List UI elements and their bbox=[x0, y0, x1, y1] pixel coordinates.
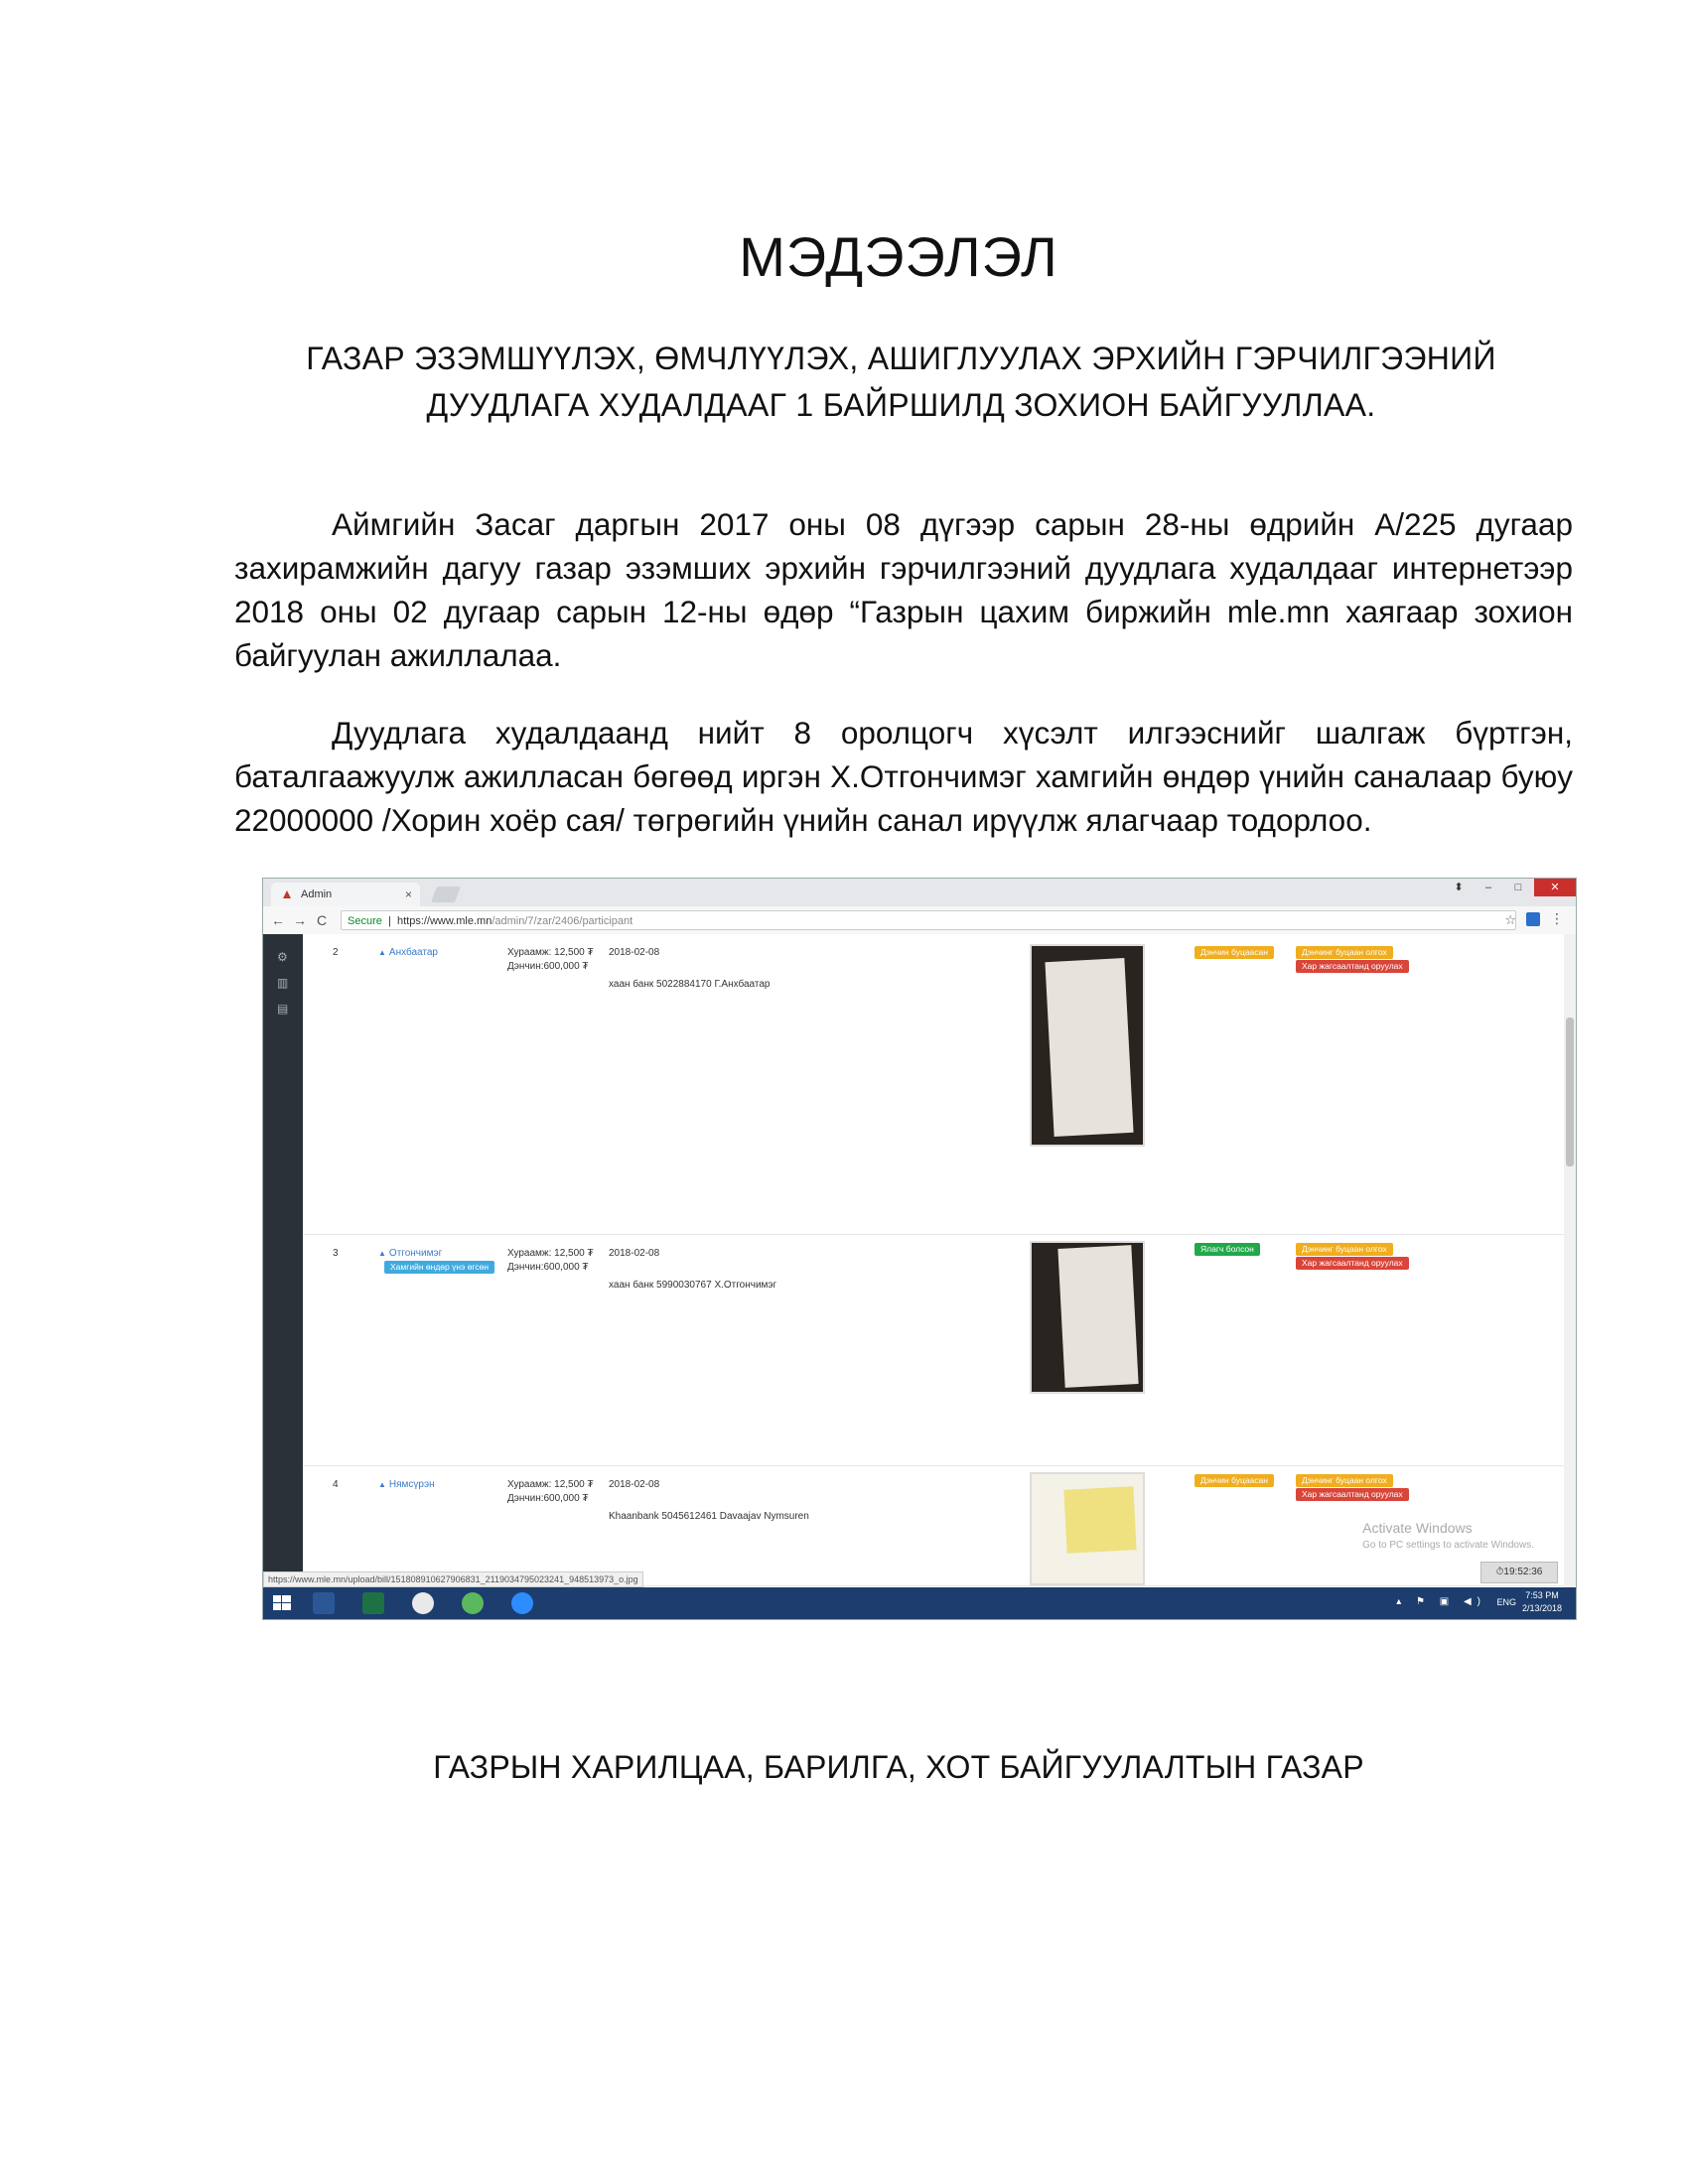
paragraph-1: Аймгийн Засаг даргын 2017 оны 08 дүгээр сарын 28-ны өдрийн А/225 дугаар захирамжийн дагуу газар эзэмших эрхийн гэрчилгээний дуудлага худалдааг интернетээр 2018 оны 02 дугаар сарын 12-ны өдөр “Газрын цахим биржийн mle.mn хаягаар зохион байгуулан ажиллалаа. bbox=[234, 506, 1573, 673]
user-profile-icon[interactable]: ⬍ bbox=[1454, 882, 1464, 893]
highest-bid-tag: Хамгийн өндөр үнэ өгсөн bbox=[384, 1261, 494, 1274]
url-input[interactable] bbox=[341, 910, 1516, 930]
status-badge: Ялагч болсон bbox=[1195, 1243, 1260, 1256]
taskbar-clock[interactable] bbox=[1522, 1589, 1562, 1615]
activate-title: Activate Windows bbox=[1362, 1520, 1473, 1536]
participant-name-link[interactable]: ▲ Анхбаатар bbox=[378, 946, 438, 960]
maximize-button[interactable]: □ bbox=[1514, 882, 1522, 893]
new-tab-button[interactable] bbox=[431, 887, 461, 902]
url-divider: | bbox=[384, 915, 394, 927]
archive-icon[interactable]: ▤ bbox=[277, 1002, 289, 1016]
document-subtitle bbox=[228, 336, 1574, 429]
browser-menu-icon[interactable]: ⋮ bbox=[1550, 910, 1564, 926]
system-tray-icons[interactable]: ▴ ⚑ ▣ ◀) bbox=[1396, 1596, 1486, 1607]
close-window-button[interactable]: ✕ bbox=[1534, 879, 1576, 896]
bookmark-star-icon[interactable]: ☆ bbox=[1504, 912, 1516, 927]
fee-amount: Хураамж: 12,500 ₮ bbox=[507, 1248, 594, 1259]
document-title: МЭДЭЭЛЭЛ bbox=[739, 225, 1058, 288]
receipt-photo[interactable] bbox=[1030, 1241, 1145, 1394]
clock-time: 7:53 PM bbox=[1525, 1590, 1559, 1600]
forward-arrow-icon[interactable]: → bbox=[293, 912, 307, 928]
minimize-button[interactable]: – bbox=[1484, 882, 1492, 893]
fee-amount: Хураамж: 12,500 ₮ bbox=[507, 947, 594, 958]
url-host: https://www.mle.mn bbox=[396, 915, 492, 927]
receipt-photo[interactable] bbox=[1030, 944, 1145, 1147]
payment-date: 2018-02-08 bbox=[609, 1479, 660, 1490]
tab-close-icon[interactable]: × bbox=[404, 887, 412, 901]
status-badge: Дэнчин буцаасан bbox=[1195, 1474, 1274, 1487]
deposit-amount: Дэнчин:600,000 ₮ bbox=[507, 1493, 589, 1504]
return-deposit-button[interactable]: Дэнчинг буцаан олгох bbox=[1296, 1474, 1393, 1487]
address-bar bbox=[263, 906, 1576, 935]
activate-subtitle: Go to PC settings to activate Windows. bbox=[1362, 1540, 1534, 1551]
blacklist-button[interactable]: Хар жагсаалтанд оруулах bbox=[1296, 1257, 1409, 1270]
url-path: /admin/7/zar/2406/participant bbox=[492, 915, 633, 927]
subtitle-line-2: ДУУДЛАГА ХУДАЛДААГ 1 БАЙРШИЛД ЗОХИОН БАЙГУУЛЛАА. bbox=[426, 387, 1376, 423]
bank-account: Khaanbank 5045612461 Davaajav Nymsuren bbox=[609, 1511, 809, 1522]
payment-date: 2018-02-08 bbox=[609, 1248, 660, 1259]
table-row bbox=[303, 934, 1564, 1235]
organization-name: ГАЗРЫН ХАРИЛЦАА, БАРИЛГА, ХОТ БАЙГУУЛАЛТЫН ГАЗАР bbox=[433, 1749, 1364, 1785]
activate-windows-watermark bbox=[1362, 1520, 1534, 1554]
fee-info bbox=[507, 946, 594, 974]
fee-amount: Хураамж: 12,500 ₮ bbox=[507, 1479, 594, 1490]
admin-favicon-icon bbox=[281, 888, 293, 900]
deposit-amount: Дэнчин:600,000 ₮ bbox=[507, 961, 589, 972]
participants-table bbox=[303, 934, 1576, 1587]
payment-date: 2018-02-08 bbox=[609, 947, 660, 958]
bank-account: хаан банк 5990030767 Х.Отгончимэг bbox=[609, 1280, 777, 1291]
status-badge: Дэнчин буцаасан bbox=[1195, 946, 1274, 959]
receipt-photo[interactable] bbox=[1030, 1472, 1145, 1585]
auction-timer: ⏱19:52:36 bbox=[1480, 1562, 1558, 1583]
scrollbar-thumb[interactable] bbox=[1566, 1018, 1574, 1166]
row-number: 4 bbox=[333, 1479, 339, 1490]
reload-icon[interactable]: C bbox=[317, 912, 328, 928]
participant-name-link[interactable]: ▲ Нямсүрэн bbox=[378, 1478, 435, 1492]
bank-account: хаан банк 5022884170 Г.Анхбаатар bbox=[609, 979, 771, 990]
dashboard-icon[interactable]: ⚙ bbox=[277, 950, 288, 964]
back-arrow-icon[interactable]: ← bbox=[271, 912, 285, 928]
fee-info bbox=[507, 1247, 594, 1275]
language-indicator[interactable]: ENG bbox=[1496, 1597, 1516, 1607]
chrome-app-icon[interactable] bbox=[412, 1592, 434, 1614]
blacklist-button[interactable]: Хар жагсаалтанд оруулах bbox=[1296, 1488, 1409, 1501]
link-status-url: https://www.mle.mn/upload/bill/151808910627906831_2119034795023241_948513973_o.jpg bbox=[263, 1571, 643, 1587]
embedded-browser-screenshot bbox=[262, 878, 1577, 1620]
clock-date: 2/13/2018 bbox=[1521, 1603, 1562, 1613]
secure-label: Secure bbox=[348, 915, 382, 927]
zoom-app-icon[interactable] bbox=[511, 1592, 533, 1614]
search-app-icon[interactable] bbox=[462, 1592, 484, 1614]
row-number: 2 bbox=[333, 947, 339, 958]
vertical-scrollbar[interactable] bbox=[1564, 934, 1576, 1587]
bank-icon[interactable]: ▥ bbox=[277, 976, 289, 990]
table-row bbox=[303, 1235, 1564, 1466]
browser-tab-bar bbox=[263, 879, 1576, 906]
return-deposit-button[interactable]: Дэнчинг буцаан олгох bbox=[1296, 1243, 1393, 1256]
browser-tab[interactable] bbox=[271, 883, 420, 906]
tab-title: Admin bbox=[301, 888, 333, 900]
participant-name-link[interactable]: ▲ Отгончимэг bbox=[378, 1247, 442, 1261]
subtitle-line-1: ГАЗАР ЭЗЭМШҮҮЛЭХ, ӨМЧЛҮҮЛЭХ, АШИГЛУУЛАХ ЭРХИЙН ГЭРЧИЛГЭЭНИЙ bbox=[306, 341, 1496, 376]
admin-sidebar bbox=[263, 934, 303, 1587]
fee-info bbox=[507, 1478, 594, 1506]
windows-start-icon[interactable] bbox=[271, 1592, 293, 1614]
blacklist-button[interactable]: Хар жагсаалтанд оруулах bbox=[1296, 960, 1409, 973]
extension-icon[interactable] bbox=[1526, 912, 1540, 926]
word-app-icon[interactable] bbox=[313, 1592, 335, 1614]
return-deposit-button[interactable]: Дэнчинг буцаан олгох bbox=[1296, 946, 1393, 959]
row-number: 3 bbox=[333, 1248, 339, 1259]
paragraph-2: Дуудлага худалдаанд нийт 8 оролцогч хүсэлт илгээснийг шалгаж бүртгэн, баталгаажуулж ажилласан бөгөөд иргэн Х.Отгончимэг хамгийн өндөр үнийн саналаар буюу 22000000 /Хорин хоёр сая/ төгрөгийн үнийн санал ирүүлж ялагчаар тодорлоо. bbox=[234, 715, 1573, 838]
deposit-amount: Дэнчин:600,000 ₮ bbox=[507, 1262, 589, 1273]
excel-app-icon[interactable] bbox=[362, 1592, 384, 1614]
windows-taskbar bbox=[263, 1587, 1576, 1619]
